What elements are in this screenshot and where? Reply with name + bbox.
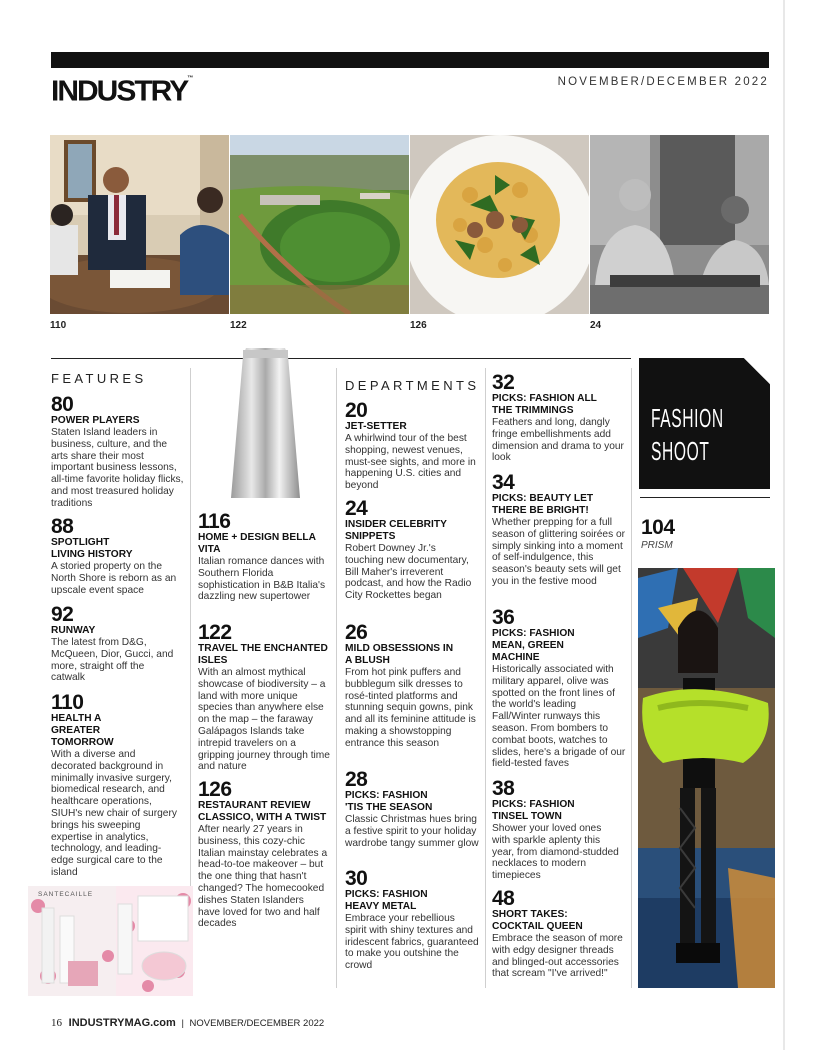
photo-model-prism xyxy=(638,568,775,988)
toc-title: POWER PLAYERS xyxy=(51,415,140,426)
toc-title: SPOTLIGHT LIVING HISTORY xyxy=(51,537,133,560)
toc-item[interactable] xyxy=(51,604,181,684)
toc-page-number: 122 xyxy=(198,621,232,644)
toc-title: PICKS: FASHION 'TIS THE SEASON xyxy=(345,790,433,813)
toc-title: HEALTH A GREATER TOMORROW xyxy=(51,713,114,748)
toc-page-number: 38 xyxy=(492,777,515,800)
toc-page-number: 28 xyxy=(345,768,368,791)
toc-item[interactable] xyxy=(641,517,761,551)
toc-description: With an almost mythical showcase of biodiversity – a land with more unique species than anywhere else on the map – the faraway Galápagos Islands take intrepid travelers on a gripping journey through time and nature xyxy=(198,667,330,773)
toc-title: RESTAURANT REVIEW CLASSICO, WITH A TWIST xyxy=(198,800,327,823)
toc-item[interactable] xyxy=(345,868,479,972)
toc-description: Shower your loved ones with sparkle aplenty this year, from diamond-studded necklaces to modern timepieces xyxy=(492,823,619,882)
toc-title: TRAVEL THE ENCHANTED ISLES xyxy=(198,643,328,666)
departments-heading: DEPARTMENTS xyxy=(345,378,480,393)
beauty-product-image xyxy=(28,886,193,1001)
toc-description: Classic Christmas hues bring a festive spirit to your holiday wardrobe tangy summer glow xyxy=(345,814,479,849)
toc-title: PICKS: BEAUTY LET THERE BE BRIGHT! xyxy=(492,493,594,516)
toc-page-number: 116 xyxy=(198,510,231,533)
photo-page-number: 126 xyxy=(410,320,427,331)
toc-description: Historically associated with military apparel, olive was spotted on the front lines of the world's leading Fall/Winter runways this season. From bombers to combat boots, watches to slides, here's a brigade of our field-tested faves xyxy=(492,664,626,770)
toc-item[interactable] xyxy=(492,607,626,770)
toc-title: HOME + DESIGN BELLA VITA xyxy=(198,532,316,555)
toc-title: PICKS: FASHION MEAN, GREEN MACHINE xyxy=(492,628,575,663)
toc-title: PICKS: FASHION HEAVY METAL xyxy=(345,889,428,912)
toc-page-number: 104 xyxy=(641,516,675,539)
toc-page-number: 36 xyxy=(492,606,515,629)
section-rule xyxy=(51,358,631,359)
toc-item[interactable] xyxy=(492,372,626,464)
toc-item[interactable] xyxy=(492,472,626,588)
issue-date: NOVEMBER/DECEMBER 2022 xyxy=(557,76,769,88)
toc-page-number: 126 xyxy=(198,778,232,801)
toc-item[interactable] xyxy=(198,622,331,773)
toc-item[interactable] xyxy=(345,400,479,492)
toc-title: INSIDER CELEBRITY SNIPPETS xyxy=(345,519,447,542)
toc-page-number: 20 xyxy=(345,399,368,422)
toc-description: A storied property on the North Shore is reborn as an upscale event space xyxy=(51,561,177,596)
toc-title: MILD OBSESSIONS IN A BLUSH xyxy=(345,643,454,666)
photo-galapagos xyxy=(230,135,409,314)
toc-item[interactable] xyxy=(345,622,479,750)
toc-item[interactable] xyxy=(198,511,328,603)
header-bar xyxy=(51,52,769,68)
footer-issue: NOVEMBER/DECEMBER 2022 xyxy=(189,1018,325,1029)
toc-title: PRISM xyxy=(641,540,673,551)
toc-page-number: 48 xyxy=(492,887,515,910)
column-divider xyxy=(631,368,632,988)
section-rule xyxy=(640,497,770,498)
column-divider xyxy=(336,368,337,988)
toc-title: PICKS: FASHION TINSEL TOWN xyxy=(492,799,575,822)
toc-item[interactable] xyxy=(492,888,626,980)
toc-description: Staten Island leaders in business, culture, and the arts share their most important business lessons, all-time favorite holiday flicks, and most treasured holiday traditions xyxy=(51,427,184,509)
features-heading: FEATURES xyxy=(51,371,147,386)
photo-two-men xyxy=(590,135,769,314)
toc-page-number: 88 xyxy=(51,515,74,538)
toc-description: With a diverse and decorated background in minimally invasive surgery, biomedical research, and healthcare operations, SIUH's new chair of surgery brings his sweeping expertise in analytics, technology, and leading-edge surgical care to the island xyxy=(51,749,177,878)
fashion-shoot-title: FASHION SHOOT xyxy=(651,403,724,466)
toc-description: Embrace your rebellious spirit with shiny textures and iridescent fabrics, guaranteed to make you outshine the crowd xyxy=(345,913,479,972)
toc-description: Feathers and long, dangly fringe embellishments add dimension and drama to your look xyxy=(492,417,624,464)
toc-page-number: 30 xyxy=(345,867,368,890)
page-number: 16 xyxy=(51,1017,62,1029)
toc-description: Whether prepping for a full season of glittering soirées or simply sinking into a moment of self-indulgence, this season's beauty sets will get you in the festive mood xyxy=(492,517,626,587)
toc-item[interactable] xyxy=(51,692,186,879)
toc-description: From hot pink puffers and bubblegum silk dresses to rosé-tinted platforms and stunning sequin gowns, pink and all its feminine attitude is making a showstopping entrance this season xyxy=(345,667,476,749)
toc-title: SHORT TAKES: COCKTAIL QUEEN xyxy=(492,909,583,932)
toc-page-number: 92 xyxy=(51,603,74,626)
toc-item[interactable] xyxy=(345,498,475,602)
magazine-logo: INDUSTRY™ xyxy=(51,75,194,108)
toc-item[interactable] xyxy=(345,769,479,849)
photo-meeting xyxy=(50,135,229,314)
product-brand: SANTECAILLE xyxy=(38,891,94,898)
toc-item[interactable] xyxy=(198,779,328,930)
toc-page-number: 26 xyxy=(345,621,368,644)
toc-page-number: 34 xyxy=(492,471,515,494)
toc-page-number: 80 xyxy=(51,393,74,416)
silver-skirt-image xyxy=(228,348,303,503)
toc-page-number: 32 xyxy=(492,371,515,394)
page-footer: 16 INDUSTRYMAG.com | NOVEMBER/DECEMBER 2022 xyxy=(51,1017,325,1029)
toc-item[interactable] xyxy=(51,516,186,596)
toc-description: Italian romance dances with Southern Florida sophistication in B&B Italia's dazzling new supertower xyxy=(198,556,326,603)
toc-description: The latest from D&G, McQueen, Dior, Gucci, and more, straight off the catwalk xyxy=(51,637,174,684)
toc-description: Embrace the season of more with edgy designer threads and blinged-out accessories that scream "I've arrived!" xyxy=(492,933,623,980)
toc-item[interactable] xyxy=(51,394,186,510)
toc-page-number: 24 xyxy=(345,497,368,520)
photo-pasta xyxy=(410,135,589,314)
page-edge xyxy=(783,0,785,1050)
column-divider xyxy=(485,368,486,988)
toc-item[interactable] xyxy=(492,778,622,882)
toc-description: After nearly 27 years in business, this cozy-chic Italian mainstay celebrates a head-to-toe makeover – but the one thing that hasn't changed? The homecooked dishes Staten Islanders have loved for two and half decades xyxy=(198,824,328,930)
footer-site: INDUSTRYMAG.com xyxy=(68,1017,176,1029)
column-divider xyxy=(190,368,191,888)
photo-page-number: 122 xyxy=(230,320,247,331)
toc-description: Robert Downey Jr.'s touching new documentary, Bill Maher's irreverent podcast, and how the Radio City Rockettes began xyxy=(345,543,472,602)
photo-page-number: 24 xyxy=(590,320,602,331)
toc-description: A whirlwind tour of the best shopping, newest venues, must-see sights, and more in happening U.S. cities and beyond xyxy=(345,433,476,492)
toc-title: JET-SETTER xyxy=(345,421,407,432)
toc-title: RUNWAY xyxy=(51,625,96,636)
toc-title: PICKS: FASHION ALL THE TRIMMINGS xyxy=(492,393,597,416)
toc-page-number: 110 xyxy=(51,691,84,714)
photo-page-number: 110 xyxy=(50,320,67,331)
